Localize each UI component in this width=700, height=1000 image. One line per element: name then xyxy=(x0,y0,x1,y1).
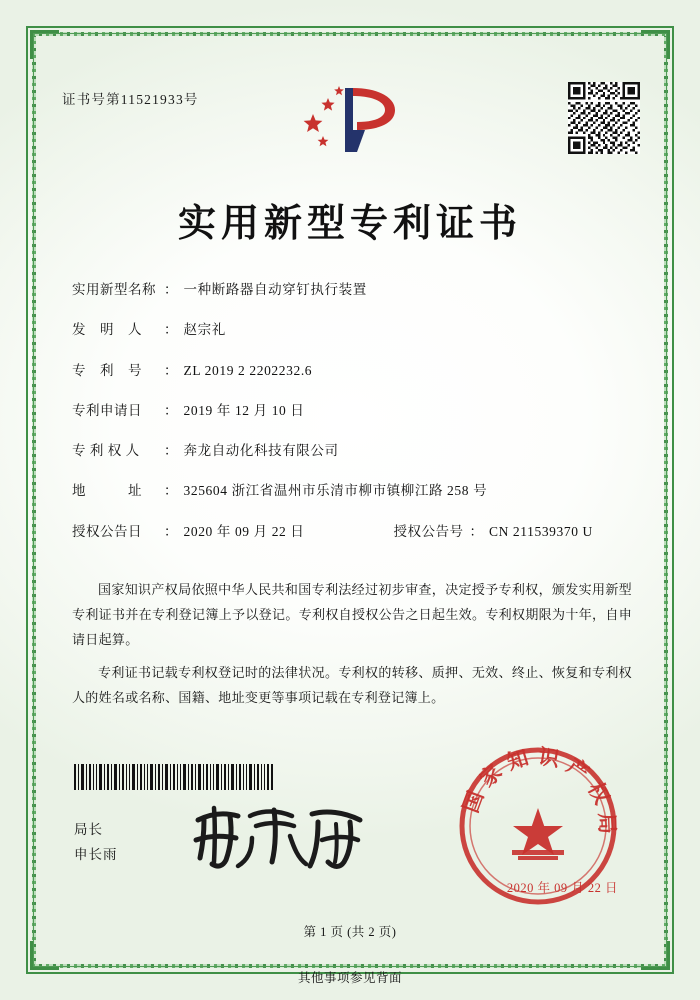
field-label-address: 地 址 xyxy=(72,483,142,499)
field-value-address: 325604 浙江省温州市乐清市柳市镇柳江路 258 号 xyxy=(183,483,488,499)
field-value-application-date: 2019 年 12 月 10 日 xyxy=(183,402,305,418)
field-colon: ： xyxy=(164,322,178,338)
field-label-inventor: 发 明 人 xyxy=(72,322,142,338)
field-label-name: 实用新型名称 xyxy=(72,282,156,297)
field-value-name: 一种断路器自动穿钉执行装置 xyxy=(183,282,367,297)
barcode-icon xyxy=(74,764,274,790)
legal-text xyxy=(72,578,632,719)
corner-ornament-top-left xyxy=(30,30,59,59)
signature-name-label: 申长雨 xyxy=(74,846,118,862)
certificate-number: 证书号第11521933号 xyxy=(62,92,199,107)
corner-ornament-bottom-left xyxy=(30,941,59,970)
legal-paragraph-2: 专利证书记载专利权登记时的法律状况。专利权的转移、质押、无效、终止、恢复和专利权人的姓名或名称、国籍、地址变更等事项记载在专利登记簿上。 xyxy=(72,664,632,705)
field-colon: ： xyxy=(164,402,178,418)
legal-paragraph-1: 国家知识产权局依照中华人民共和国专利法经过初步审查，决定授予专利权，颁发实用新型专利证书并在专利登记簿上予以登记。专利权自授权公告之日起生效。专利权期限为十年，自申请日起算。 xyxy=(72,582,632,647)
field-label-patent-number: 专 利 号 xyxy=(72,362,142,378)
field-row-patent-number xyxy=(72,361,632,381)
corner-ornament-top-right xyxy=(641,30,670,59)
field-colon: ： xyxy=(469,523,483,539)
qr-code-icon xyxy=(568,82,640,154)
back-side-note: 其他事项参见背面 xyxy=(297,971,402,985)
field-value-inventor: 赵宗礼 xyxy=(183,322,226,338)
signature-block xyxy=(74,818,118,868)
field-colon: ： xyxy=(164,523,178,539)
field-colon: ： xyxy=(164,362,178,378)
field-value-grant-number: CN 211539370 U xyxy=(489,523,593,539)
page-title: 实用新型专利证书 xyxy=(177,200,522,245)
field-colon: ： xyxy=(164,282,178,297)
svg-text:国 家 知 识 产 权 局: 国 家 知 识 产 权 局 xyxy=(457,743,621,835)
field-row-patentee xyxy=(72,441,632,461)
seal-date: 2020 年 09 月 22 日 xyxy=(506,881,618,895)
field-label-grant-number: 授权公告号 xyxy=(393,523,464,539)
page-number: 第 1 页 (共 2 页) xyxy=(303,925,397,939)
field-list xyxy=(72,280,632,562)
corner-ornament-bottom-right xyxy=(641,941,670,970)
field-row-grant xyxy=(72,522,632,542)
field-colon: ： xyxy=(164,483,178,499)
field-colon: ： xyxy=(164,443,178,458)
field-row-application-date xyxy=(72,401,632,421)
field-value-patentee: 奔龙自动化科技有限公司 xyxy=(183,443,339,458)
handwritten-signature xyxy=(190,800,380,872)
field-label-grant-date: 授权公告日 xyxy=(72,523,142,539)
field-value-patent-number: ZL 2019 2 2202232.6 xyxy=(183,362,313,378)
field-label-application-date: 专利申请日 xyxy=(72,402,142,418)
field-row-address xyxy=(72,481,632,501)
field-value-grant-date: 2020 年 09 月 22 日 xyxy=(183,523,305,539)
field-label-patentee: 专 利 权 人 xyxy=(72,443,140,458)
field-row-inventor xyxy=(72,320,632,340)
signature-title-label: 局长 xyxy=(74,822,103,837)
field-row-name xyxy=(72,280,632,300)
cnipa-emblem-icon xyxy=(295,78,405,160)
